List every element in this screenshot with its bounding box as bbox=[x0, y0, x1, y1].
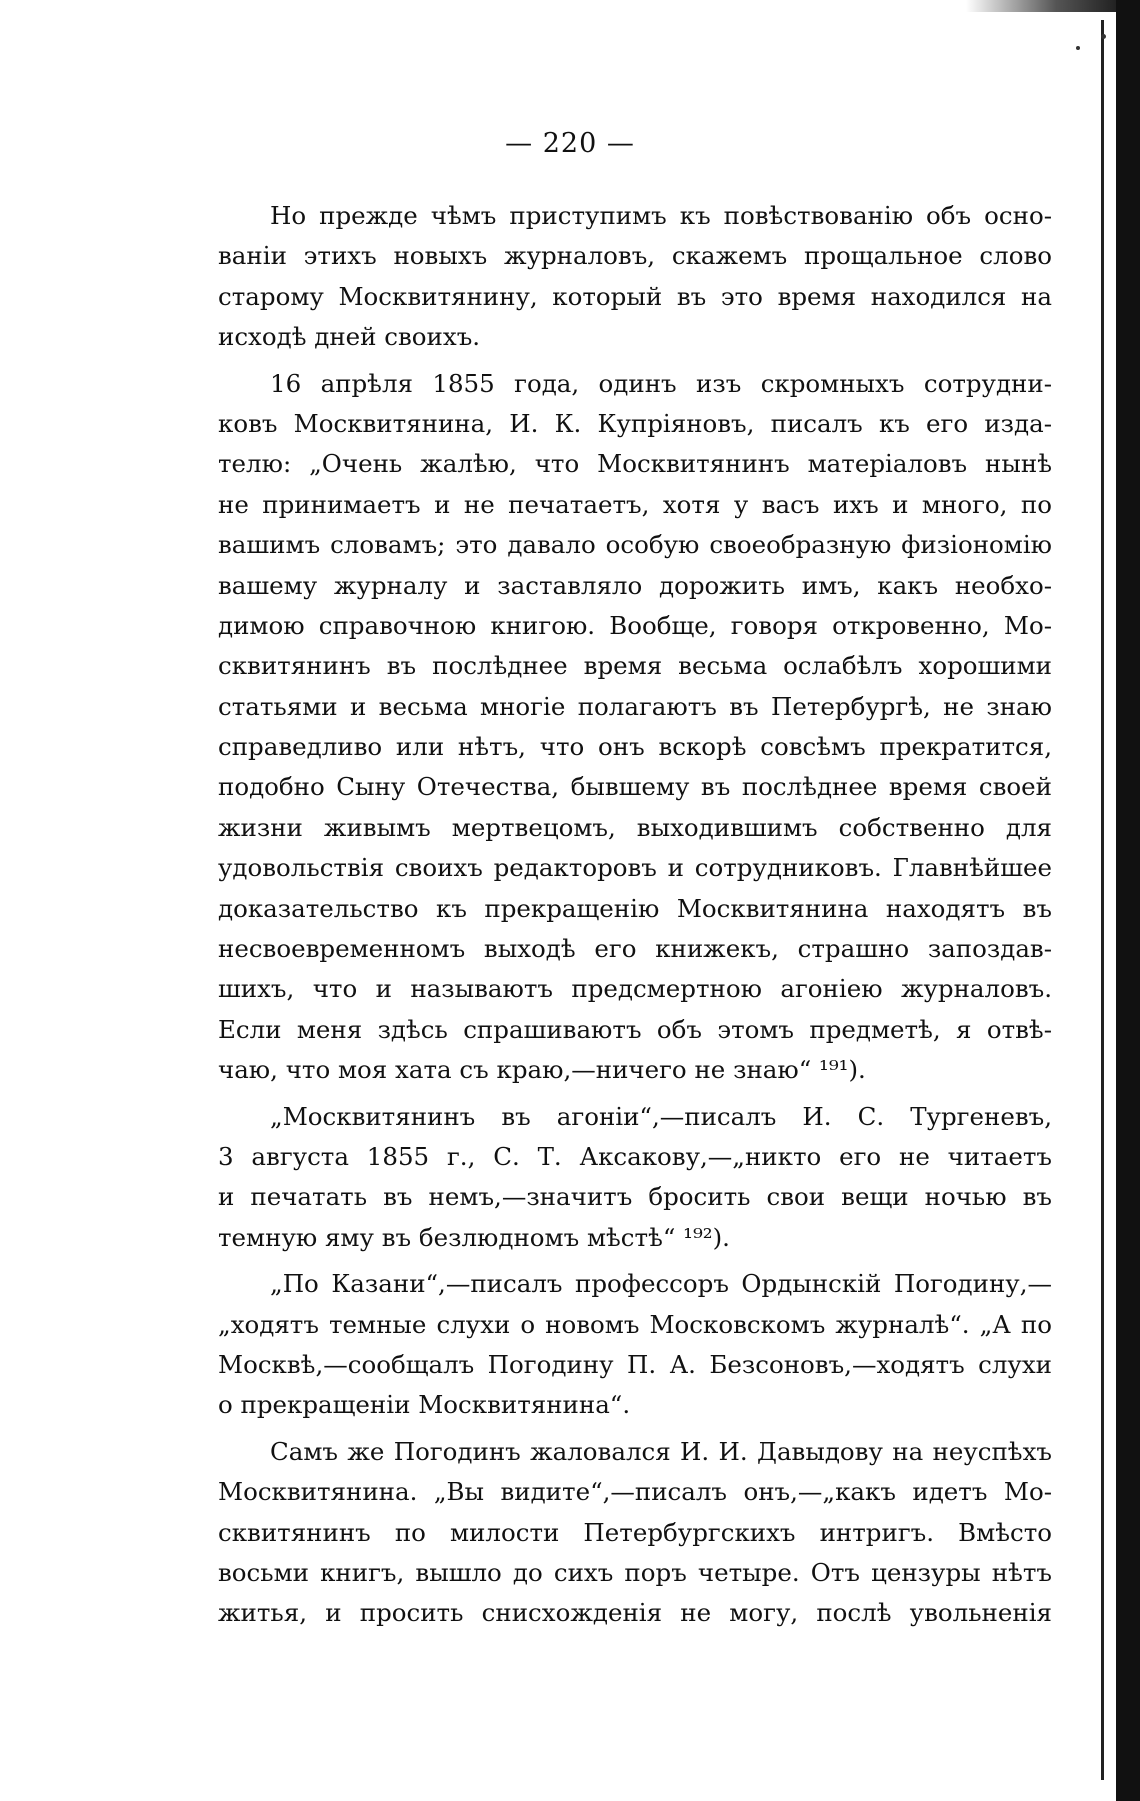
text-line: „Москвитянинъ въ агоніи“,—писалъ И. С. Тургеневъ, bbox=[270, 1101, 1052, 1131]
text-line: старому Москвитянину, который въ это время находился на bbox=[218, 281, 1052, 311]
text-line: чаю, что моя хата съ краю,—ничего не знаю“ ¹⁹¹). bbox=[218, 1055, 866, 1085]
text-line: статьями и весьма многіе полагаютъ въ Петербургѣ, не знаю bbox=[218, 691, 1052, 721]
text-line: 16 апрѣля 1855 года, одинъ изъ скромныхъ сотрудни- bbox=[270, 368, 1052, 398]
text-line: Москвитянина. „Вы видите“,—писалъ онъ,—„какъ идетъ Мо- bbox=[218, 1477, 1052, 1507]
text-line: сквитянинъ въ послѣднее время весьма ослабѣлъ хорошими bbox=[218, 651, 1052, 681]
text-line: Если меня здѣсь спрашиваютъ объ этомъ предметѣ, я отвѣ- bbox=[218, 1014, 1052, 1044]
page-number: — 220 — bbox=[505, 128, 635, 159]
text-line: шихъ, что и называютъ предсмертною агоніею журналовъ. bbox=[218, 974, 1052, 1004]
text-line: вашимъ словамъ; это давало особую своеобразную физіономію bbox=[218, 530, 1052, 560]
text-line: ковъ Москвитянина, И. К. Купріяновъ, писалъ къ его изда- bbox=[218, 408, 1052, 438]
text-line: телю: „Очень жалѣю, что Москвитянинъ матеріаловъ нынѣ bbox=[218, 449, 1052, 479]
text-line: сквитянинъ по милости Петербургскихъ интригъ. Вмѣсто bbox=[218, 1517, 1052, 1547]
page-edge-line bbox=[1101, 20, 1104, 1780]
text-line: Москвѣ,—сообщалъ Погодину П. А. Безсоновъ,—ходятъ слухи bbox=[218, 1349, 1052, 1379]
text-line: темную яму въ безлюдномъ мѣстѣ“ ¹⁹²). bbox=[218, 1222, 730, 1252]
text-line: восьми книгъ, вышло до сихъ поръ четыре. Отъ цензуры нѣтъ bbox=[218, 1557, 1052, 1587]
scan-speck bbox=[1076, 46, 1080, 50]
text-line: „ходятъ темные слухи о новомъ Московскомъ журналѣ“. „А по bbox=[218, 1309, 1052, 1339]
text-line: доказательство къ прекращенію Москвитянина находятъ въ bbox=[218, 893, 1052, 923]
text-line: житья, и просить снисхожденія не могу, послѣ увольненія bbox=[218, 1598, 1052, 1628]
text-line: Самъ же Погодинъ жаловался И. И. Давыдову на неуспѣхъ bbox=[270, 1436, 1052, 1466]
text-line: удовольствія своихъ редакторовъ и сотрудниковъ. Главнѣйшее bbox=[218, 853, 1052, 883]
text-line: Но прежде чѣмъ приступимъ къ повѣствованію объ осно- bbox=[270, 201, 1052, 230]
text-line: о прекращеніи Москвитянина“. bbox=[218, 1390, 631, 1420]
text-line: подобно Сыну Отечества, бывшему въ послѣднее время своей bbox=[218, 772, 1052, 802]
scan-shadow-right bbox=[1116, 0, 1140, 1801]
text-line: не принимаетъ и не печатаетъ, хотя у васъ ихъ и много, по bbox=[218, 489, 1052, 519]
scan-shadow-top bbox=[966, 0, 1116, 12]
text-line: и печатать въ немъ,—значитъ бросить свои вещи ночью въ bbox=[218, 1182, 1052, 1212]
text-line: ваніи этихъ новыхъ журналовъ, скажемъ прощальное слово bbox=[218, 241, 1052, 271]
text-line: исходѣ дней своихъ. bbox=[218, 322, 481, 352]
text-line: жизни живымъ мертвецомъ, выходившимъ собственно для bbox=[218, 812, 1052, 842]
text-line: димою справочною книгою. Вообще, говоря откровенно, Мо- bbox=[218, 610, 1052, 640]
scan-speck bbox=[1101, 34, 1106, 39]
text-line: „По Казани“,—писалъ профессоръ Ордынскій Погодину,— bbox=[270, 1269, 1052, 1299]
body-text bbox=[218, 196, 1052, 1634]
text-line: несвоевременномъ выходѣ его книжекъ, страшно запоздав- bbox=[218, 934, 1052, 964]
text-line: 3 августа 1855 г., С. Т. Аксакову,—„никто его не читаетъ bbox=[218, 1141, 1052, 1171]
text-line: справедливо или нѣтъ, что онъ вскорѣ совсѣмъ прекратится, bbox=[218, 732, 1052, 762]
text-line: вашему журналу и заставляло дорожить имъ, какъ необхо- bbox=[218, 570, 1052, 600]
